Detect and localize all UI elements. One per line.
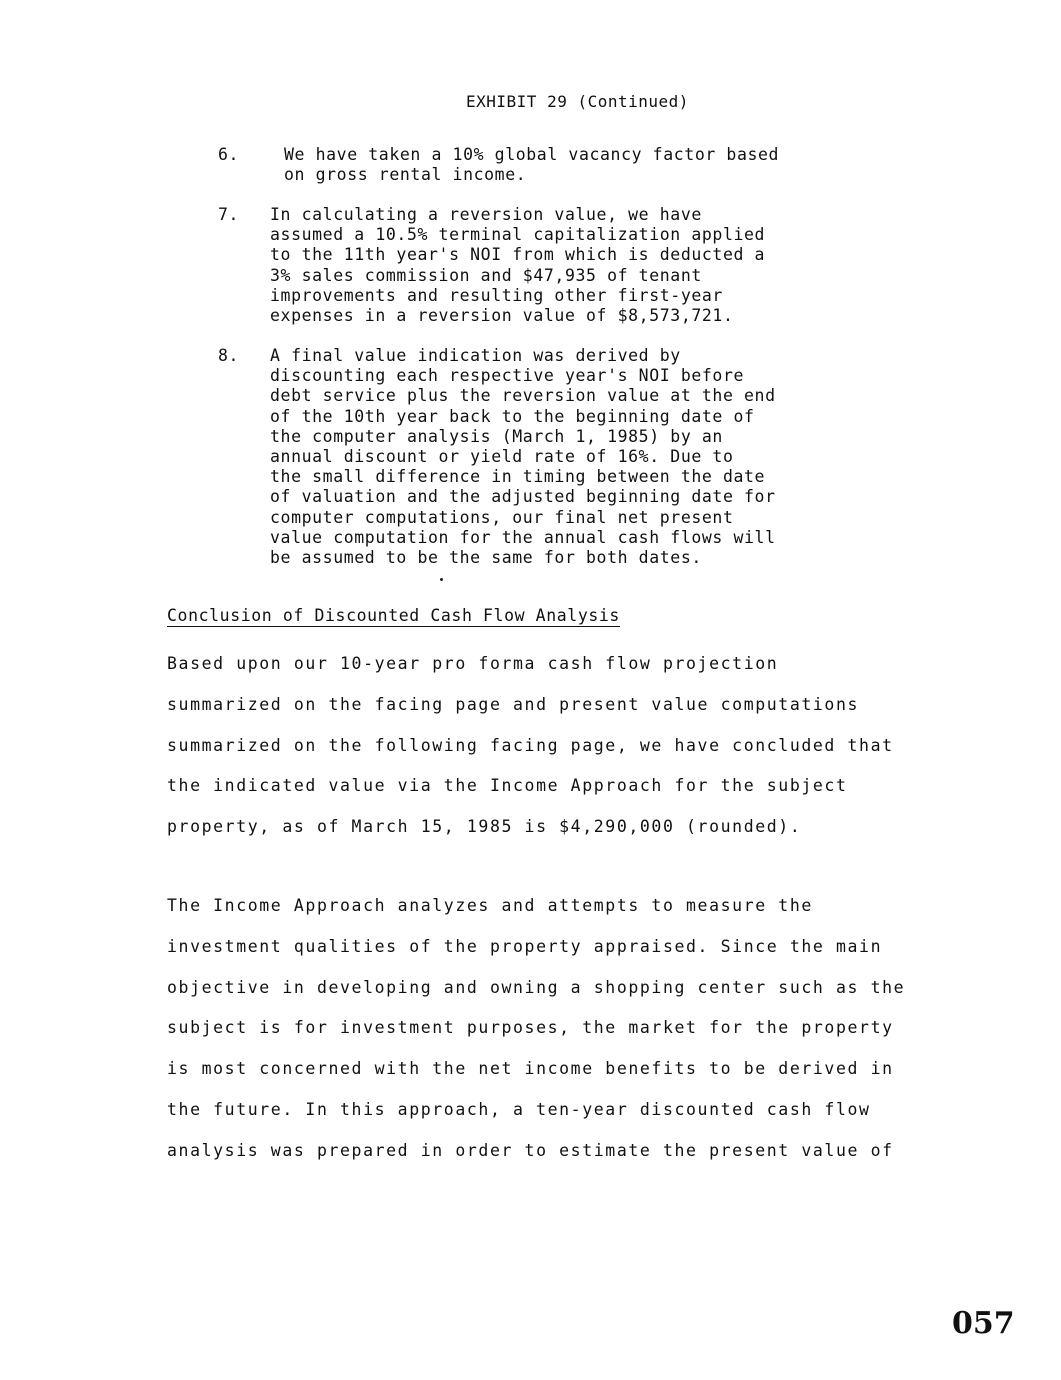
exhibit-title: EXHIBIT 29 (Continued) <box>466 92 689 111</box>
note-number: 8. <box>218 346 240 365</box>
note-text: A final value indication was derived by discounting each respective year's NOI before debt service plus the reversion value at the end of the 10th year back to the beginning date of the computer analysis (March 1, 1985) by an annual discount or yield rate of 16%. Due to the small difference in timing between the date of valuation and the adjusted beginning date for computer computations, our final net present value computation for the annual cash flows will be assumed to be the same for both dates. <box>270 346 776 568</box>
income-approach-paragraph: The Income Approach analyzes and attempts to measure the investment qualities of the property appraised. Since the main objective in developing and owning a shopping center such as the subject is for investment purposes, the market for the property is most concerned with the net income benefits to be derived in the future. In this approach, a ten-year discounted cash flow analysis was prepared in order to estimate the present value of <box>167 896 906 1160</box>
note-text: We have taken a 10% global vacancy factor based on gross rental income. <box>284 145 780 185</box>
section-heading: Conclusion of Discounted Cash Flow Analysis <box>167 606 620 625</box>
page-number: 057 <box>952 1306 1015 1341</box>
note-number: 6. <box>218 145 240 164</box>
conclusion-paragraph: Based upon our 10-year pro forma cash flow projection summarized on the facing page and present value computations summarized on the following facing page, we have concluded that the indicated value via the Income Approach for the subject property, as of March 15, 1985 is $4,290,000 (rounded). <box>167 654 894 837</box>
note-text: In calculating a reversion value, we have assumed a 10.5% terminal capitalization applied to the 11th year's NOI from which is deducted a 3% sales commission and $47,935 of tenant improvements and resulting other first-year expenses in a reversion value of $8,573,721. <box>270 205 766 326</box>
stray-dot <box>440 578 443 581</box>
note-number: 7. <box>218 205 240 224</box>
